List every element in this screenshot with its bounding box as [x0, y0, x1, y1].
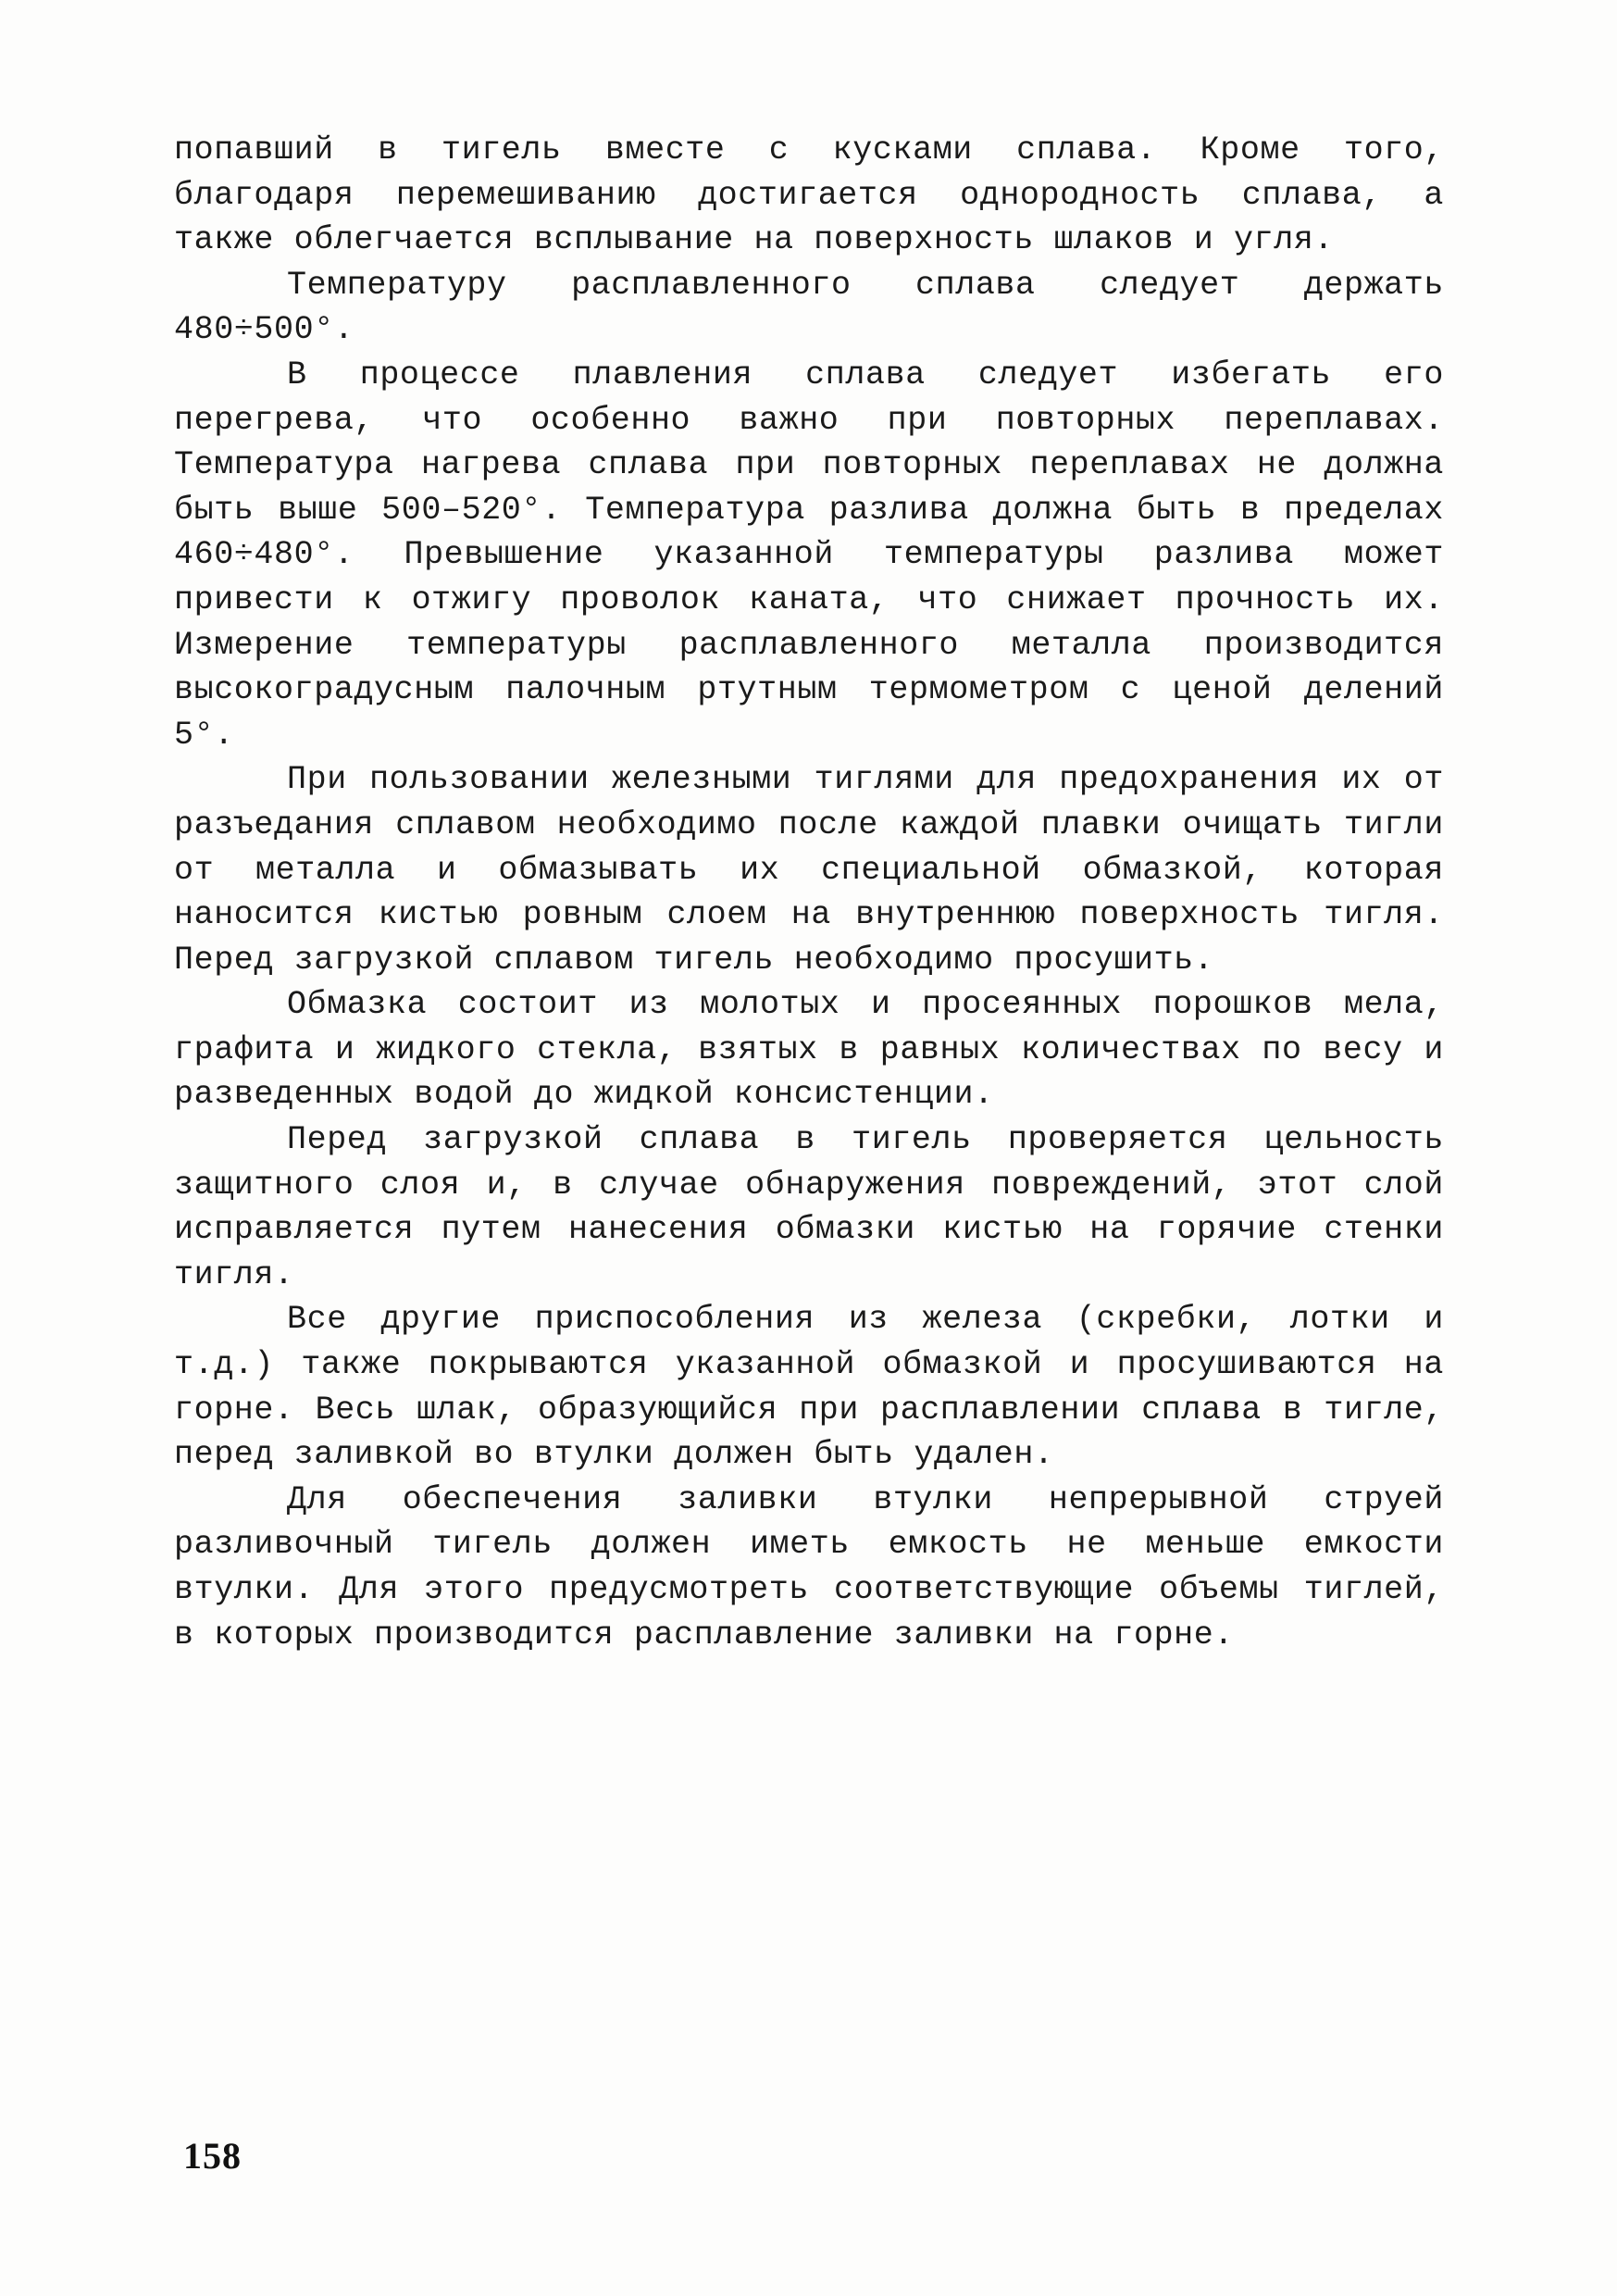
paragraph-melt-temperature: Температуру расплавленного сплава следует держать 480÷500°.	[174, 266, 1444, 349]
paragraph-coating-composition: Обмазка состоит из молотых и просеянных порошков мела, графита и жидкого стекла, взятых в равных количествах по весу и разведенных водой до жидкой консистенции.	[174, 986, 1444, 1114]
paragraph-crucible-capacity: Для обеспечения заливки втулки непрерывной струей разливочный тигель должен иметь емкость не меньше емкости втулки. Для этого предусмотреть соответствующие объемы тиглей, в которых производится расплавление заливки на горне.	[174, 1480, 1444, 1653]
page-number: 158	[183, 2135, 242, 2177]
paragraph-iron-tools: Все другие приспособления из железа (скребки, лотки и т.д.) также покрываются указанной обмазкой и просушиваются на горне. Весь шлак, образующийся при расплавлении сплава в тигле, перед заливкой во втулки должен быть удален.	[174, 1301, 1444, 1474]
paragraph-protective-layer: Перед загрузкой сплава в тигель проверяется цельность защитного слоя и, в случае обнаружения повреждений, этот слой исправляется путем нанесения обмазки кистью на горячие стенки тигля.	[174, 1121, 1444, 1293]
paragraph-overheating: В процессе плавления сплава следует избегать его перегрева, что особенно важно при повторных переплавах. Температура нагрева сплава при повторных переплавах не должна быть выше 500–520°. Температура разлива должна быть в пределах 460÷480°. Превышение указанной температуры разлива может привести к отжигу проволок каната, что снижает прочность их. Измерение температуры расплавленного металла производится высокоградусным палочным ртутным термометром с ценой делений 5°.	[174, 356, 1444, 754]
paragraph-continuation: попавший в тигель вместе с кусками сплава. Кроме того, благодаря перемешиванию достигается однородность сплава, а также облегчается всплывание на поверхность шлаков и угля.	[174, 131, 1444, 259]
body-text	[174, 128, 1444, 1657]
paragraph-iron-crucibles: При пользовании железными тиглями для предохранения их от разъедания сплавом необходимо после каждой плавки очищать тигли от металла и обмазывать их специальной обмазкой, которая наносится кистью ровным слоем на внутреннюю поверхность тигля. Перед загрузкой сплавом тигель необходимо просушить.	[174, 761, 1444, 979]
